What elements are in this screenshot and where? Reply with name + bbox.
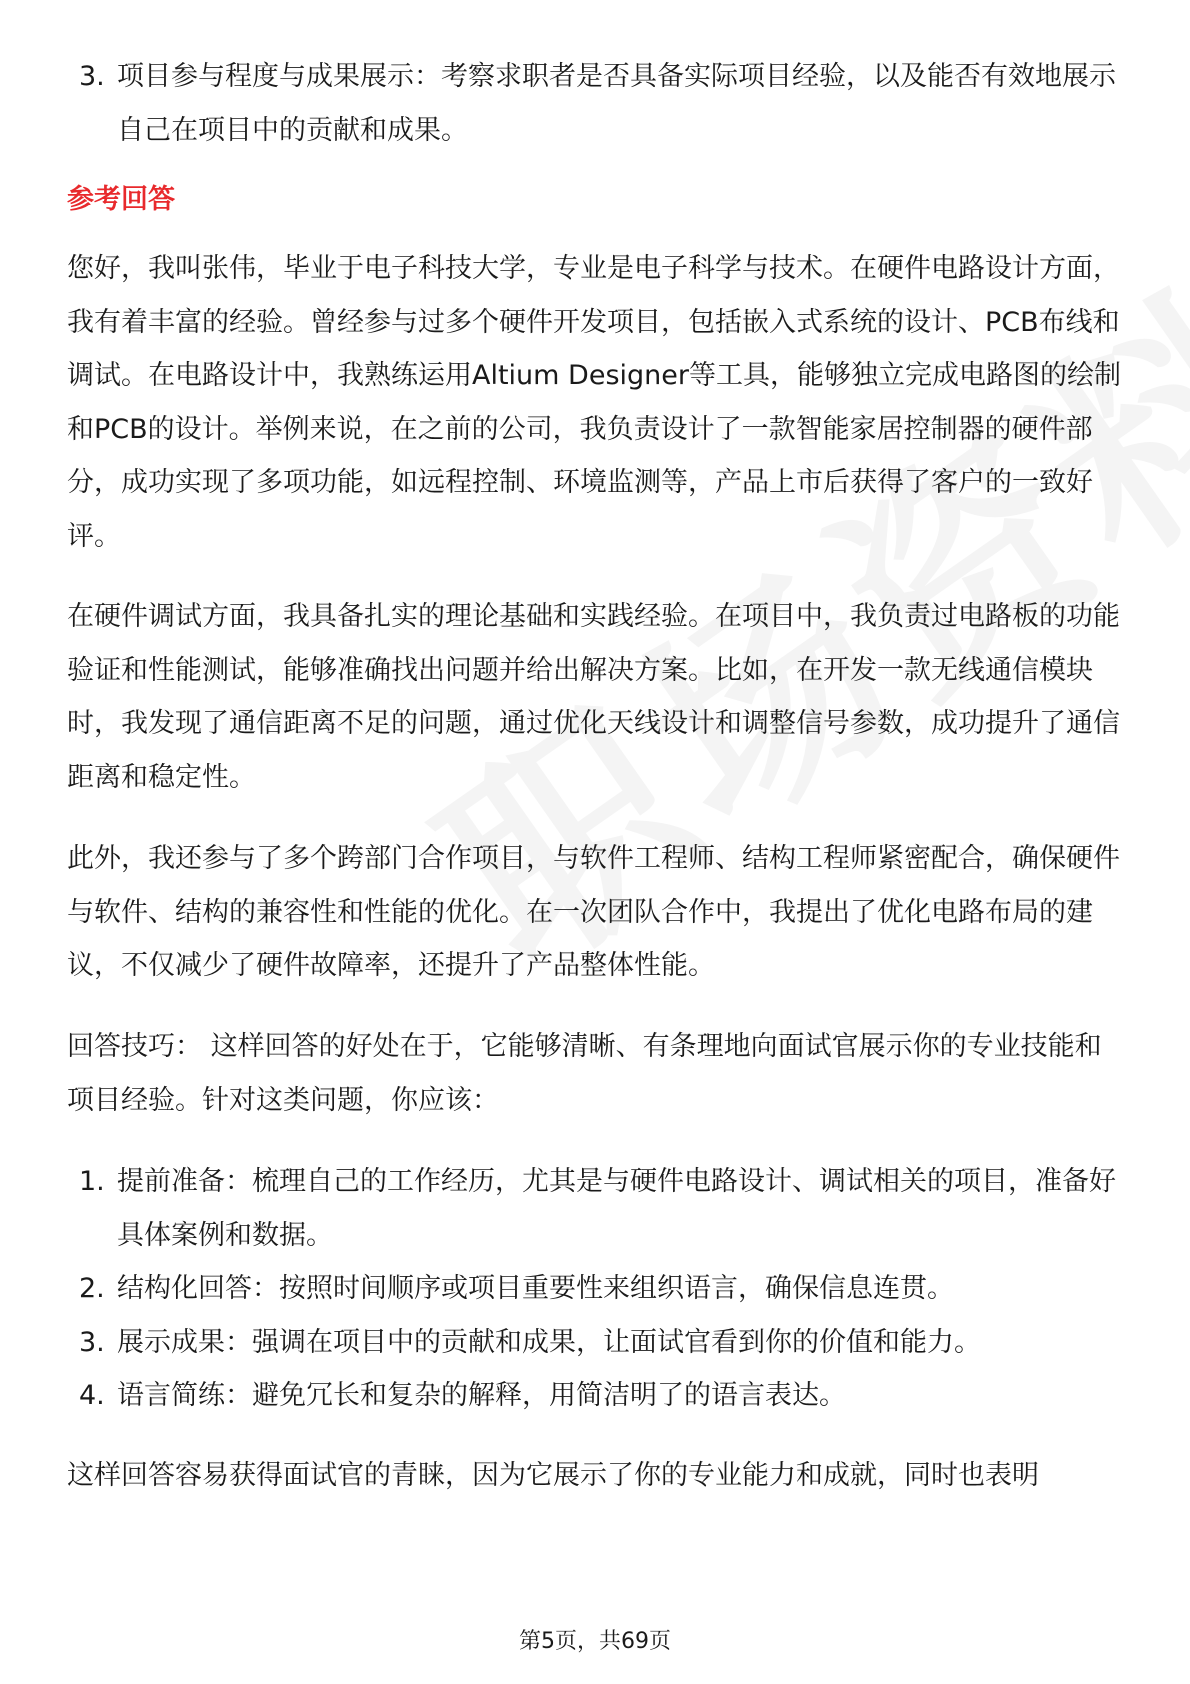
answer-paragraph-2: 在硬件调试方面，我具备扎实的理论基础和实践经验。在项目中，我负责过电路板的功能验证和性能测试，能够准确找出问题并给出解决方案。比如，在开发一款无线通信模块时，我发现了通信距离不足的问题，通过优化天线设计和调整信号参数，成功提升了通信距离和稳定性。 — [67, 601, 1120, 793]
list-item — [67, 1369, 1127, 1423]
list-item-number: 3. — [79, 61, 105, 92]
list-item-number: 4. — [79, 1380, 105, 1411]
list-item-text: 项目参与程度与成果展示：考察求职者是否具备实际项目经验，以及能否有效地展示自己在项目中的贡献和成果。 — [117, 61, 1116, 146]
list-item-number: 1. — [79, 1166, 105, 1197]
list-item — [67, 1155, 1127, 1262]
list-item-text: 语言简练：避免冗长和复杂的解释，用简洁明了的语言表达。 — [117, 1380, 846, 1411]
page-number: 第5页，共69页 — [519, 1629, 671, 1654]
list-item-number: 3. — [79, 1326, 105, 1358]
closing-paragraph: 这样回答容易获得面试官的青睐，因为它展示了你的专业能力和成就，同时也表明 — [67, 1460, 1039, 1491]
list-item-text: 展示成果：强调在项目中的贡献和成果，让面试官看到你的价值和能力。 — [117, 1326, 981, 1358]
tips-intro: 回答技巧： 这样回答的好处在于，它能够清晰、有条理地向面试官展示你的专业技能和项目经验。针对这类问题，你应该： — [67, 1031, 1102, 1116]
answer-paragraph-3: 此外，我还参与了多个跨部门合作项目，与软件工程师、结构工程师紧密配合，确保硬件与软件、结构的兼容性和性能的优化。在一次团队合作中，我提出了优化电路布局的建议，不仅减少了硬件故障率，还提升了产品整体性能。 — [67, 843, 1120, 981]
list-item-text: 提前准备：梳理自己的工作经历，尤其是与硬件电路设计、调试相关的项目，准备好具体案例和数据。 — [117, 1166, 1116, 1251]
list-item — [67, 1316, 1127, 1370]
section-heading: 参考回答 — [67, 184, 175, 215]
list-item — [67, 1262, 1127, 1316]
tips-list — [67, 1155, 1127, 1423]
list-item — [67, 50, 1127, 157]
list-item-number: 2. — [79, 1273, 105, 1304]
evaluation-criteria-list — [67, 50, 1127, 157]
answer-paragraph-1: 您好，我叫张伟，毕业于电子科技大学，专业是电子科学与技术。在硬件电路设计方面，我有着丰富的经验。曾经参与过多个硬件开发项目，包括嵌入式系统的设计、PCB布线和调试。在电路设计中，我熟练运用Altium Designer等工具，能够独立完成电路图的绘制和PCB的设计。举例来说，在之前的公司，我负责设计了一款智能家居控制器的硬件部分，成功实现了多项功能，如远程控制、环境监测等，产品上市后获得了客户的一致好评。 — [67, 253, 1121, 552]
list-item-text: 结构化回答：按照时间顺序或项目重要性来组织语言，确保信息连贯。 — [117, 1273, 954, 1304]
